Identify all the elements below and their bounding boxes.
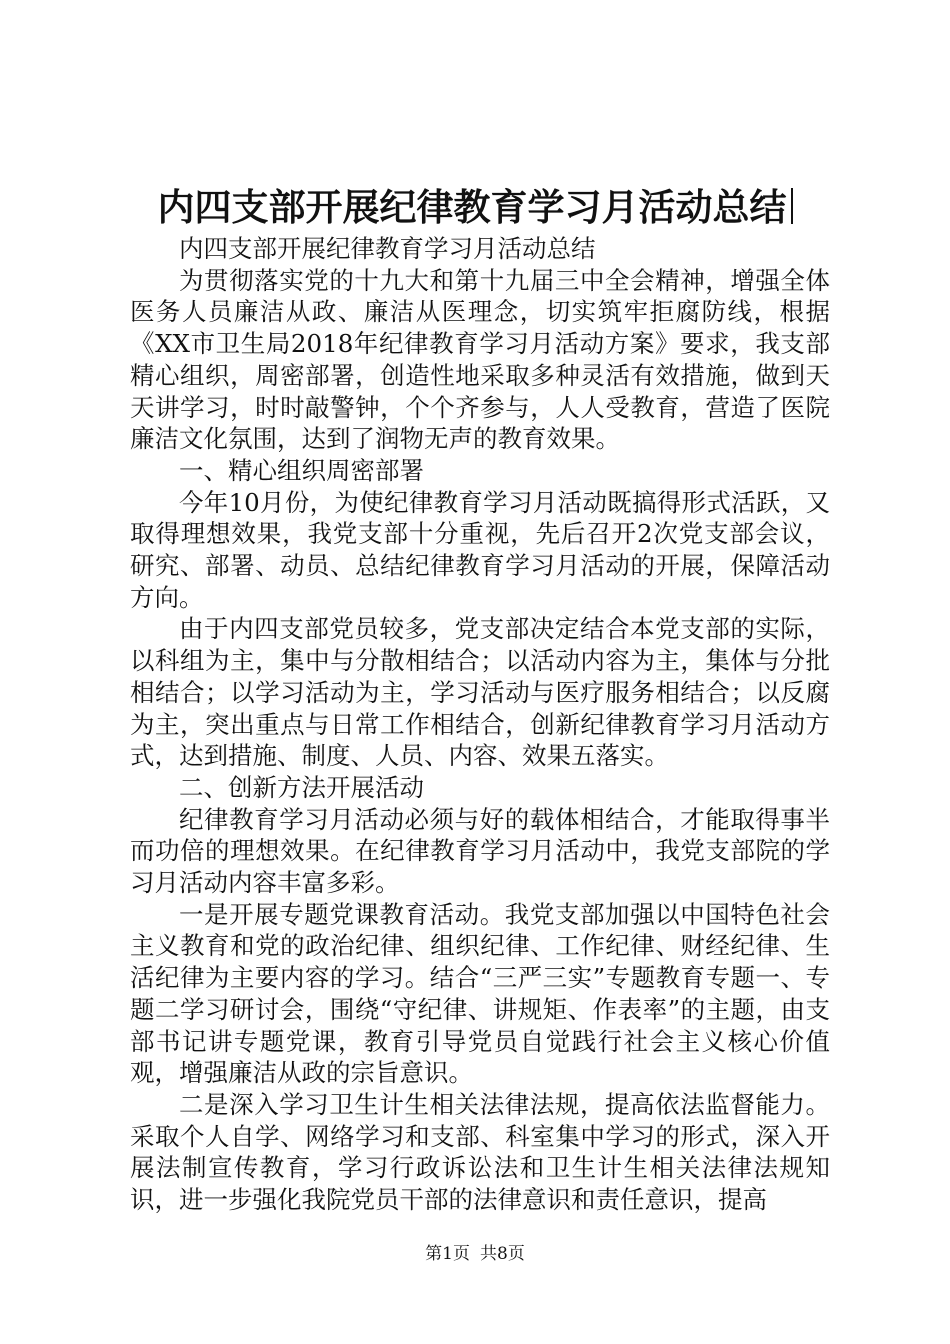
section-heading-2: 二、创新方法开展活动 — [179, 772, 424, 802]
page-title — [0, 182, 950, 232]
page-title-text: 内四支部开展纪律教育学习月活动总结 — [157, 185, 787, 229]
paragraph: 一是开展专题党课教育活动。我党支部加强以中国特色社会主义教育和党的政治纪律、组织纪律、工作纪律、财经纪律、生活纪律为主要内容的学习。结合“三严三实”专题教育专题一、专题二学习研讨会，围绕“守纪律、讲规矩、作表率”的主题，由支部书记讲专题党课，教育引导党员自觉践行社会主义核心价值观，增强廉洁从政的宗旨意识。 — [130, 899, 830, 1088]
page-number-current: 第1页 — [425, 1244, 470, 1264]
paragraph-subtitle: 内四支部开展纪律教育学习月活动总结 — [179, 234, 596, 263]
paragraph: 今年10月份，为使纪律教育学习月活动既搞得形式活跃，又取得理想效果，我党支部十分重视，先后召开2次党支部会议，研究、部署、动员、总结纪律教育学习月活动的开展，保障活动方向。 — [130, 487, 830, 612]
paragraph: 纪律教育学习月活动必须与好的载体相结合，才能取得事半而功倍的理想效果。在纪律教育学习月活动中，我党支部院的学习月活动内容丰富多彩。 — [130, 804, 830, 898]
page-number-total: 共8页 — [480, 1244, 525, 1264]
page-footer — [0, 1243, 950, 1265]
paragraph: 二是深入学习卫生计生相关法律法规，提高依法监督能力。采取个人自学、网络学习和支部、科室集中学习的形式，深入开展法制宣传教育，学习行政诉讼法和卫生计生相关法律法规知识，进一步强化我院党员干部的法律意识和责任意识，提高 — [130, 1089, 830, 1215]
paragraph-intro: 为贯彻落实党的十九大和第十九届三中全会精神，增强全体医务人员廉洁从政、廉洁从医理念，切实筑牢拒腐防线，根据《XX市卫生局2018年纪律教育学习月活动方案》要求，我支部精心组织，周密部署，创造性地采取多种灵活有效措施，做到天天讲学习，时时敲警钟，个个齐参与，人人受教育，营造了医院廉洁文化氛围，达到了润物无声的教育效果。 — [130, 265, 830, 454]
document-body — [130, 233, 830, 1216]
paragraph: 由于内四支部党员较多，党支部决定结合本党支部的实际，以科组为主，集中与分散相结合；以活动内容为主，集体与分批相结合；以学习活动为主，学习活动与医疗服务相结合；以反腐为主，突出重点与日常工作相结合，创新纪律教育学习月活动方式，达到措施、制度、人员、内容、效果五落实。 — [130, 614, 830, 771]
section-heading-1: 一、精心组织周密部署 — [179, 455, 424, 485]
text-cursor — [791, 188, 793, 224]
